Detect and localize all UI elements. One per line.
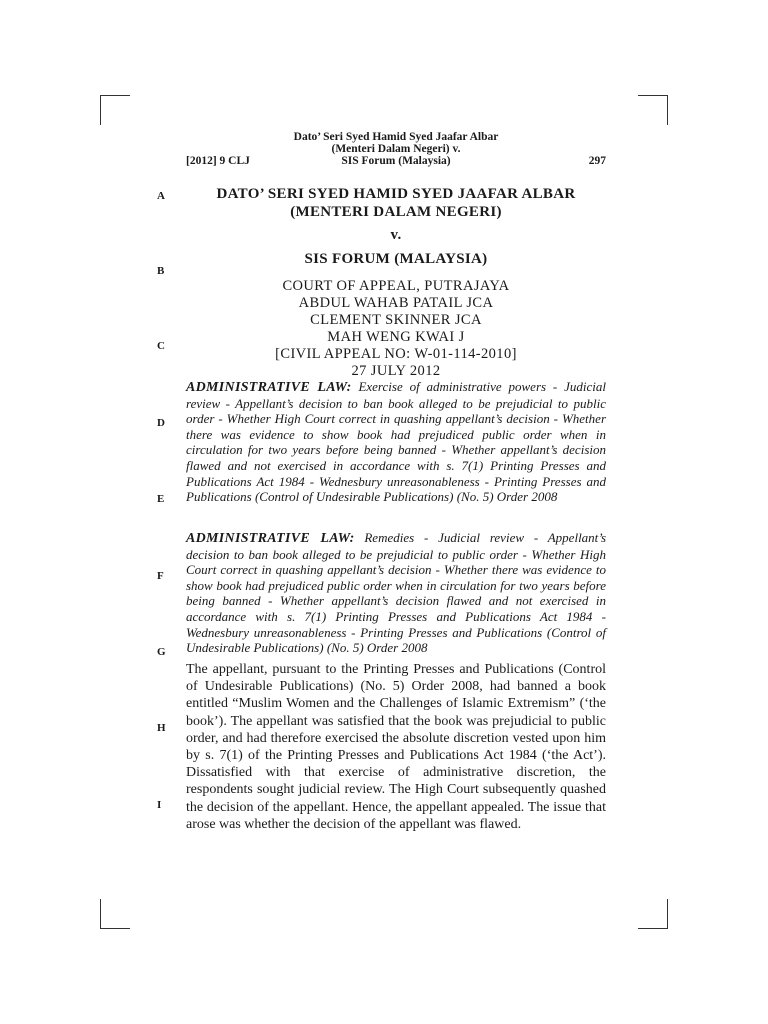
appeal-number: [CIVIL APPEAL NO: W-01-114-2010] [275, 346, 517, 362]
margin-letter-a: A [157, 190, 165, 202]
case-title-versus: v. [390, 227, 402, 243]
court-name: COURT OF APPEAL, PUTRAJAYA [282, 278, 510, 294]
catchword-2 [186, 530, 606, 656]
crop-mark-bottom-left-h [100, 928, 130, 929]
margin-letter-d: D [157, 417, 165, 429]
margin-letter-i: I [157, 799, 162, 811]
crop-mark-bottom-right-v [667, 899, 668, 929]
catchword-2-heading: ADMINISTRATIVE LAW: [186, 531, 355, 546]
citation: [2012] 9 CLJ [186, 155, 250, 167]
crop-mark-bottom-right-h [638, 928, 668, 929]
case-title-line2: (MENTERI DALAM NEGERI) [290, 204, 502, 220]
margin-letter-c: C [157, 340, 165, 352]
judge-1: ABDUL WAHAB PATAIL JCA [298, 295, 494, 311]
crop-mark-top-left-v [100, 95, 101, 125]
running-head-line3: SIS Forum (Malaysia) [341, 155, 451, 167]
crop-mark-top-right-v [667, 95, 668, 125]
crop-mark-top-left-h [100, 95, 130, 96]
margin-letter-e: E [157, 493, 165, 505]
margin-letter-b: B [157, 265, 165, 277]
margin-letter-f: F [157, 570, 164, 582]
running-head-line2: (Menteri Dalam Negeri) v. [331, 143, 461, 155]
judge-3: MAH WENG KWAI J [327, 329, 465, 345]
case-title-respondent: SIS FORUM (MALAYSIA) [304, 251, 488, 267]
catchword-1 [186, 379, 606, 505]
crop-mark-top-right-h [638, 95, 668, 96]
court-block [186, 278, 606, 380]
case-title-line1: DATO’ SERI SYED HAMID SYED JAAFAR ALBAR [216, 186, 576, 202]
running-head [186, 131, 606, 167]
case-summary: The appellant, pursuant to the Printing Presses and Publications (Control of Undesirable Publications) (No. 5) Order 2008, had banned a book entitled “Muslim Women and the Challenges of Islamic Extremism” (‘the book’). The appellant was satisfied that the book was prejudicial to public order, and had therefore exercised the absolute discretion vested upon him by s. 7(1) of the Printing Presses and Publications Act 1984 (‘the Act’). Dissatisfied with that exercise of administrative discretion, the respondents sought judicial review. The High Court subsequently quashed the decision of the appellant. Hence, the appellant appealed. The issue that arose was whether the decision of the appellant was flawed. [186, 662, 606, 832]
page-number: 297 [588, 155, 606, 167]
judge-2: CLEMENT SKINNER JCA [310, 312, 482, 328]
crop-mark-bottom-left-v [100, 899, 101, 929]
margin-letter-g: G [157, 646, 166, 658]
running-head-line1: Dato’ Seri Syed Hamid Syed Jaafar Albar [293, 131, 499, 143]
catchword-2-text: Remedies - Judicial review - Appellant’s decision to ban book alleged to be prejudicial to public order - Whether High Court correct in quashing appellant’s decision - Whether there was evidence to show book had prejudiced public order when in circulation for two years before being banned - Whether appellant’s decision flawed and not exercised in accordance with s. 7(1) Printing Presses and Publications Act 1984 - Wednesbury unreasonableness - Printing Presses and Publications (Control of Undesirable Publications) (No. 5) Order 2008 [186, 530, 606, 656]
catchword-1-heading: ADMINISTRATIVE LAW: [186, 380, 352, 395]
margin-letter-h: H [157, 722, 166, 734]
judgment-date: 27 JULY 2012 [351, 363, 441, 379]
catchword-1-text: Exercise of administrative powers - Judicial review - Appellant’s decision to ban book alleged to be prejudicial to public order - Whether High Court correct in quashing appellant’s decision - Whether there was evidence to show book had prejudiced public order when in circulation for two years before being banned - Whether appellant’s decision flawed and not exercised in accordance with s. 7(1) Printing Presses and Publications Act 1984 - Wednesbury unreasonableness - Printing Presses and Publications (Control of Undesirable Publications) (No. 5) Order 2008 [186, 379, 606, 505]
